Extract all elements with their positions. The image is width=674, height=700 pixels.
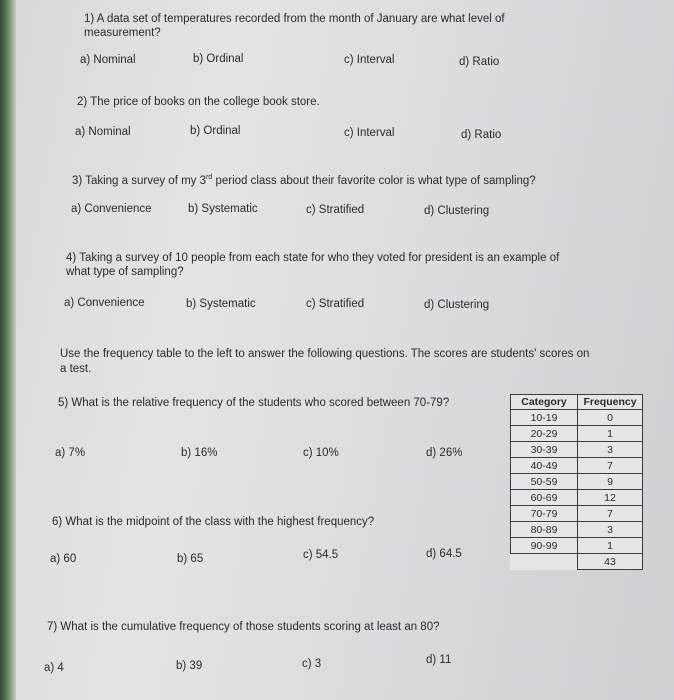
frequency-header: Frequency: [578, 395, 643, 410]
question-2-text: 2) The price of books on the college book store.: [77, 96, 320, 108]
table-row: [511, 410, 643, 426]
q5-option-a[interactable]: a) 7%: [55, 447, 86, 459]
q6-option-b[interactable]: b) 65: [177, 553, 204, 565]
frequency-table-header: [511, 395, 643, 410]
q3-option-b[interactable]: b) Systematic: [188, 203, 258, 215]
frequency-cell: 1: [578, 426, 643, 442]
question-4-text: 4) Taking a survey of 10 people from each state for who they voted for president is an example of what type of sampling?: [66, 252, 560, 278]
q7-option-a[interactable]: a) 4: [44, 662, 64, 674]
q1-option-b[interactable]: b) Ordinal: [193, 53, 244, 65]
frequency-table: [510, 394, 643, 570]
q2-option-c[interactable]: c) Interval: [344, 127, 395, 139]
q6-option-a[interactable]: a) 60: [50, 553, 77, 565]
q4-option-b[interactable]: b) Systematic: [186, 298, 256, 310]
category-cell: 50-59: [511, 474, 578, 490]
category-cell: 70-79: [511, 506, 578, 522]
q5-option-c[interactable]: c) 10%: [303, 447, 339, 459]
desk-edge: [0, 0, 16, 700]
frequency-cell: 0: [578, 410, 643, 426]
q3-option-c[interactable]: c) Stratified: [306, 204, 365, 216]
category-header: Category: [511, 395, 578, 410]
table-row: [511, 442, 643, 458]
frequency-total: 43: [578, 554, 643, 570]
table-row: [511, 474, 643, 490]
q5-option-b[interactable]: b) 16%: [181, 447, 218, 459]
q1-option-c[interactable]: c) Interval: [344, 54, 395, 66]
table-row: [511, 506, 643, 522]
q4-option-a[interactable]: a) Convenience: [64, 297, 145, 309]
category-cell: 60-69: [511, 490, 578, 506]
category-cell: 90-99: [511, 538, 578, 554]
table-row: [511, 426, 643, 442]
frequency-cell: 7: [578, 458, 643, 474]
category-cell: 10-19: [511, 410, 578, 426]
category-cell: 30-39: [511, 442, 578, 458]
category-cell: 40-49: [511, 458, 578, 474]
q2-option-d[interactable]: d) Ratio: [461, 129, 502, 141]
question-6-text: 6) What is the midpoint of the class with the highest frequency?: [52, 516, 375, 528]
q7-option-c[interactable]: c) 3: [302, 658, 322, 670]
frequency-cell: 9: [578, 474, 643, 490]
q1-option-d[interactable]: d) Ratio: [459, 56, 500, 68]
q2-option-a[interactable]: a) Nominal: [75, 126, 131, 138]
frequency-cell: 12: [578, 490, 643, 506]
table-row: [511, 522, 643, 538]
frequency-cell: 7: [578, 506, 643, 522]
q7-option-b[interactable]: b) 39: [176, 660, 203, 672]
question-5-text: 5) What is the relative frequency of the students who scored between 70-79?: [58, 397, 450, 409]
category-cell: 20-29: [511, 426, 578, 442]
question-7-text: 7) What is the cumulative frequency of those students scoring at least an 80?: [47, 621, 440, 633]
q2-option-b[interactable]: b) Ordinal: [190, 125, 241, 137]
frequency-cell: 1: [578, 538, 643, 554]
q3-option-d[interactable]: d) Clustering: [424, 205, 490, 217]
frequency-cell: 3: [578, 442, 643, 458]
question-3-text: 3) Taking a survey of my 3rd period class about their favorite color is what type of sampling?: [72, 174, 536, 187]
q3-option-a[interactable]: a) Convenience: [71, 203, 152, 215]
category-cell: 80-89: [511, 522, 578, 538]
table-instructions: Use the frequency table to the left to answer the following questions. The scores are students' scores on a test.: [60, 348, 590, 375]
question-1-text: 1) A data set of temperatures recorded from the month of January are what level of measurement?: [84, 13, 505, 39]
q6-option-d[interactable]: d) 64.5: [426, 548, 462, 560]
table-row: [511, 538, 643, 554]
table-row: [511, 458, 643, 474]
q7-option-d[interactable]: d) 11: [426, 654, 452, 666]
q4-option-d[interactable]: d) Clustering: [424, 299, 490, 311]
table-row: [511, 490, 643, 506]
total-row: [511, 554, 643, 570]
frequency-cell: 3: [578, 522, 643, 538]
q6-option-c[interactable]: c) 54.5: [303, 549, 339, 561]
q1-option-a[interactable]: a) Nominal: [80, 54, 136, 66]
q4-option-c[interactable]: c) Stratified: [306, 298, 365, 310]
q5-option-d[interactable]: d) 26%: [426, 447, 463, 459]
